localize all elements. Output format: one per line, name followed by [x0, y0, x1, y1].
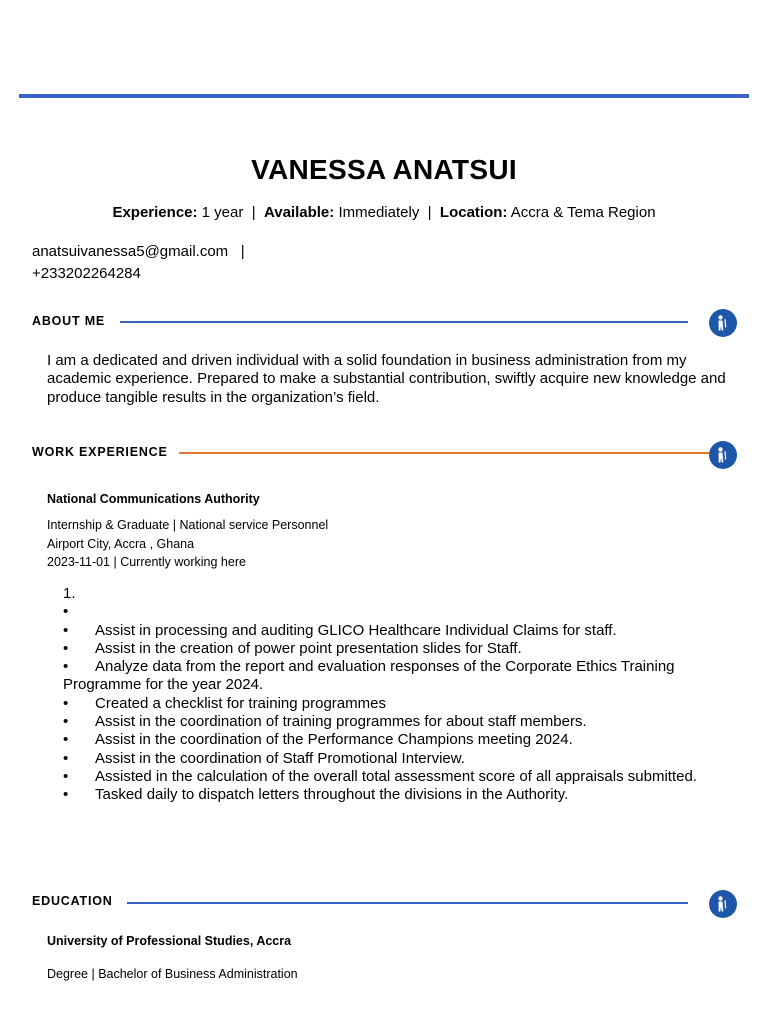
separator: |	[240, 243, 245, 260]
section-badge-icon	[709, 309, 737, 337]
phone[interactable]: +233202264284	[32, 265, 141, 282]
list-item: • Assist in the coordination of Staff Promotional Interview.	[63, 749, 465, 767]
list-item: • Tasked daily to dispatch letters throughout the divisions in the Authority.	[63, 786, 569, 804]
section-divider	[120, 321, 688, 323]
section-title-education: EDUCATION	[32, 894, 113, 908]
separator: |	[251, 204, 256, 221]
school-name: University of Professional Studies, Accra	[47, 934, 292, 948]
section-badge-icon	[709, 441, 737, 469]
list-item: • Created a checklist for training programmes	[63, 694, 386, 712]
section-divider	[179, 452, 709, 454]
summary-line	[0, 204, 768, 221]
contact-block	[32, 241, 245, 285]
separator: |	[427, 204, 432, 221]
location-label: Location:	[439, 204, 508, 221]
empty-bullet: •	[63, 603, 69, 621]
job-location: Airport City, Accra , Ghana	[47, 537, 195, 551]
list-item: • Assisted in the calculation of the overall total assessment score of all appraisals submitted.	[63, 767, 697, 785]
available-value: Immediately	[338, 204, 420, 221]
list-item: • Analyze data from the report and evaluation responses of the Corporate Ethics Training Programme for the year 2024.	[63, 658, 675, 694]
company-name: National Communications Authority	[47, 492, 260, 506]
job-role: Internship & Graduate | National service Personnel	[47, 518, 329, 532]
list-item: • Assist in the coordination of the Performance Champions meeting 2024.	[63, 731, 573, 749]
candidate-name: VANESSA ANATSUI	[251, 154, 517, 185]
section-title-about: ABOUT ME	[32, 314, 106, 328]
experience-label: Experience:	[112, 204, 198, 221]
list-item: • Assist in the coordination of training programmes for about staff members.	[63, 713, 587, 731]
location-value: Accra & Tema Region	[510, 204, 656, 221]
top-accent-bar	[19, 94, 749, 98]
list-item: • Assist in the creation of power point presentation slides for Staff.	[63, 639, 522, 657]
about-text: I am a dedicated and driven individual with a solid foundation in business administration from my academic experience. Prepared to make a substantial contribution, swiftly acquire new knowledge and produce tangible results in the organization’s field.	[47, 352, 726, 406]
degree: Degree | Bachelor of Business Administration	[47, 967, 298, 981]
list-number: 1.	[63, 585, 76, 602]
job-dates: 2023-11-01 | Currently working here	[47, 555, 246, 569]
available-label: Available:	[263, 204, 335, 221]
section-divider	[127, 902, 688, 904]
experience-value: 1 year	[201, 204, 244, 221]
section-title-work: WORK EXPERIENCE	[32, 445, 168, 459]
email[interactable]: anatsuivanessa5@gmail.com	[32, 243, 229, 260]
duties-list	[63, 585, 703, 805]
list-item: • Assist in processing and auditing GLICO Healthcare Individual Claims for staff.	[63, 621, 617, 639]
section-badge-icon	[709, 890, 737, 918]
